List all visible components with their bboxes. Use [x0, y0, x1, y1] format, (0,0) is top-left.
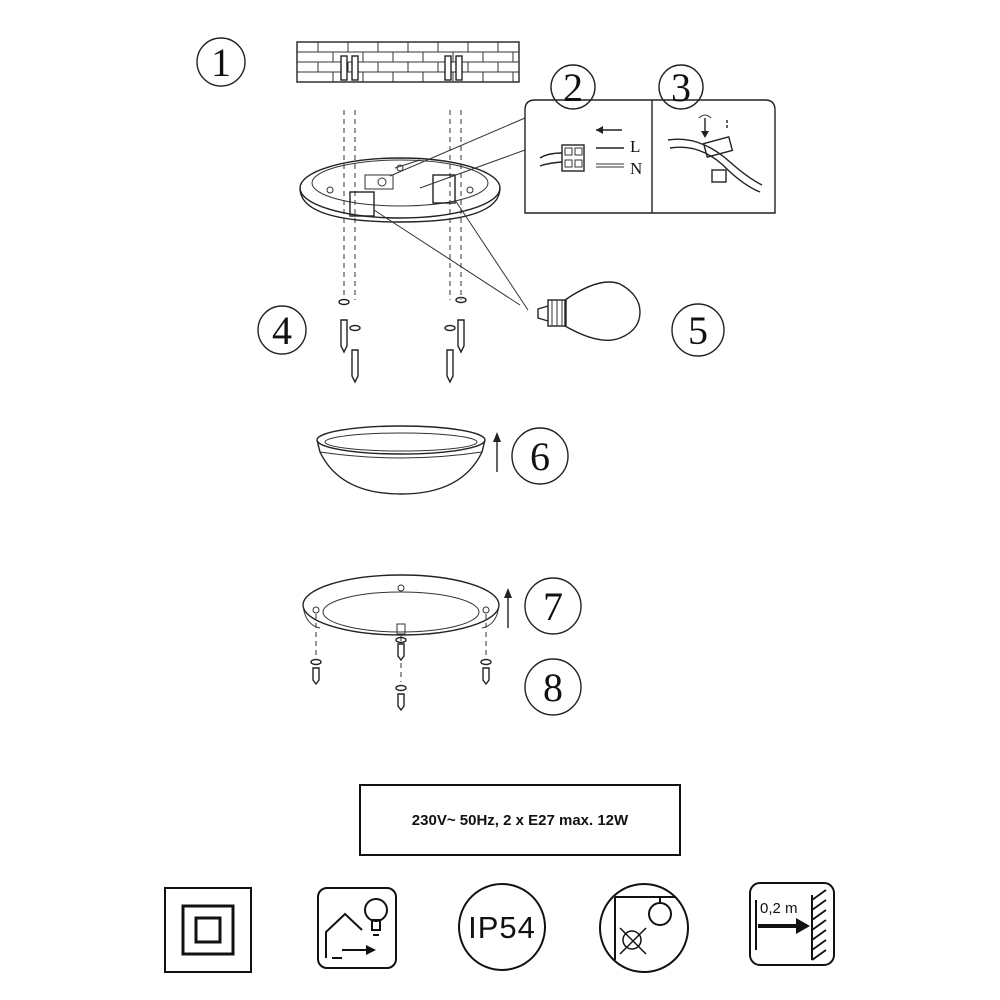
indoor-use-house-bulb-icon	[318, 888, 396, 968]
ip-rating-badge	[459, 884, 545, 970]
step-4-screws	[258, 298, 466, 383]
step-7-frame-ring	[303, 575, 581, 635]
cable-clamp-icon	[668, 115, 762, 192]
wall-plug-icon	[341, 56, 462, 80]
e27-bulb-icon	[538, 282, 640, 340]
distance-text: 0,2 m	[760, 900, 798, 917]
live-wire-label: L	[630, 137, 641, 156]
terminal-block-icon	[540, 145, 584, 171]
screw-icon	[352, 350, 453, 382]
arrow-left-icon	[596, 126, 622, 134]
neutral-wire-label: N	[630, 159, 643, 178]
step-5-bulb	[538, 282, 724, 356]
step-number-1: 1	[211, 40, 231, 85]
distance-to-object-icon	[750, 883, 834, 965]
wiring-detail-box	[525, 65, 775, 213]
ip-rating-text: IP54	[468, 910, 536, 945]
step-number-7: 7	[543, 584, 563, 629]
wall-plug-icon	[341, 320, 464, 352]
arrow-up-icon	[504, 588, 512, 628]
step-number-4: 4	[272, 308, 292, 353]
class-ii-double-square-icon	[165, 888, 251, 972]
step-number-3: 3	[671, 65, 691, 110]
step-number-6: 6	[530, 434, 550, 479]
specification-box	[360, 785, 680, 855]
step-number-5: 5	[688, 308, 708, 353]
step-8-frame-screws	[311, 614, 581, 715]
step-number-2: 2	[563, 65, 583, 110]
step-number-8: 8	[543, 665, 563, 710]
specification-text: 230V~ 50Hz, 2 x E27 max. 12W	[411, 812, 629, 829]
arrow-up-icon	[493, 432, 501, 472]
luminaire-base-plate	[300, 158, 500, 222]
ceiling-mount-icon	[600, 884, 688, 972]
step-6-diffuser	[317, 426, 568, 494]
washer-icon	[339, 298, 466, 331]
